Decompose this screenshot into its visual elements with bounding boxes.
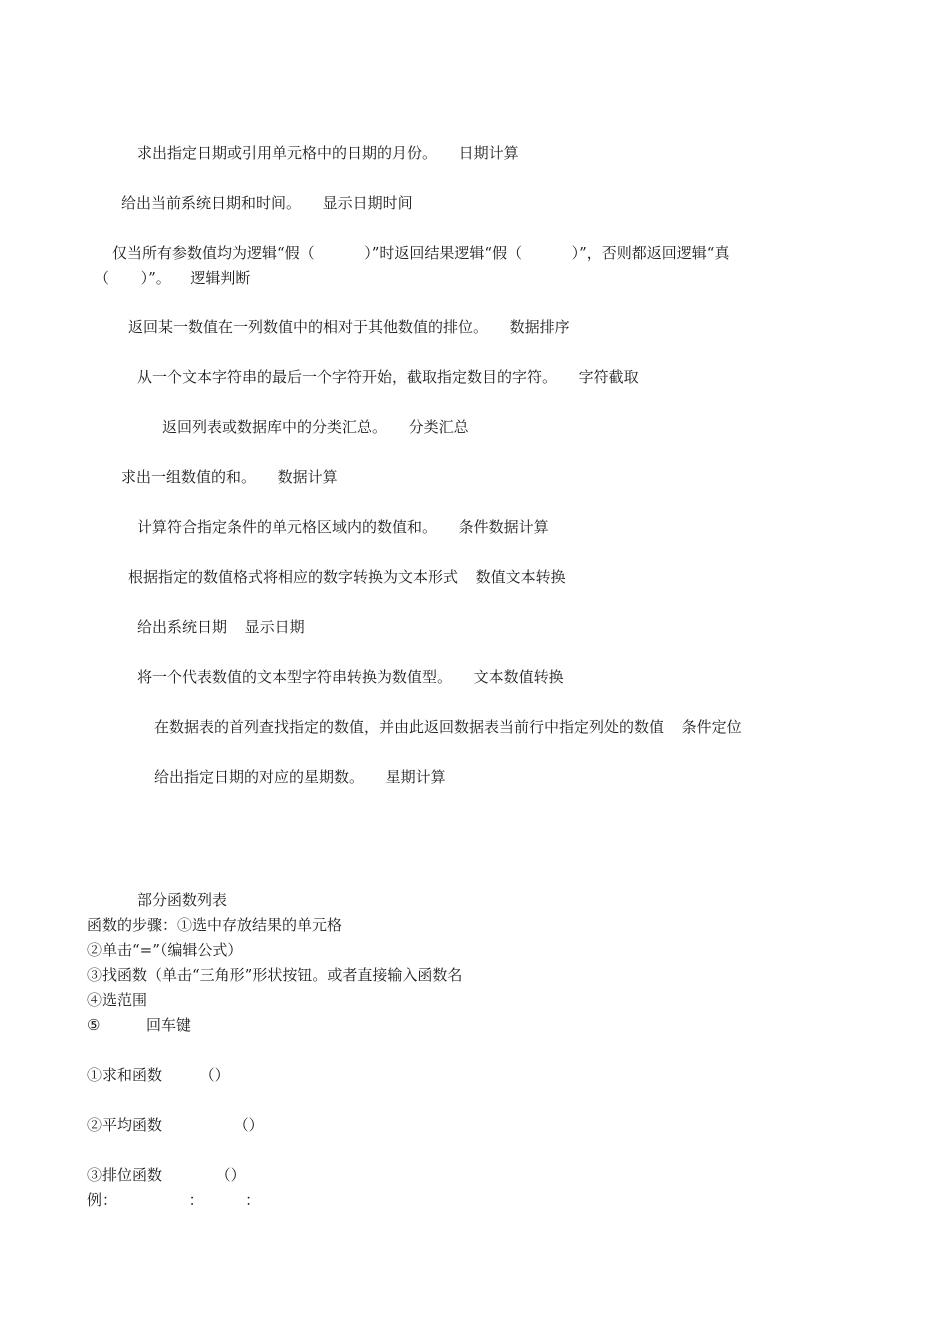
desc-text: 在数据表的首列查找指定的数值，并由此返回数据表当前行中指定列处的数值 [154,718,665,736]
step-5-text: 回车键 [146,1016,192,1034]
desc-text: 将一个代表数值的文本型字符串转换为数值型。 [137,668,453,686]
desc-category: 星期计算 [385,768,446,786]
step-5 [87,1015,191,1035]
desc-row-and-line2 [94,268,250,288]
step-3: ③找函数（单击“三角形”形状按钮。或者直接输入函数名 [87,966,463,984]
desc-category: 文本数值转换 [473,668,564,686]
desc-category: 分类汇总 [408,418,469,436]
desc-category: 数值文本转换 [475,568,566,586]
desc-text: 计算符合指定条件的单元格区域内的数值和。 [137,518,438,536]
desc-category: 字符截取 [578,368,639,386]
desc-text: 从一个文本字符串的最后一个字符开始，截取指定数目的字符。 [137,368,558,386]
desc-text: 给出当前系统日期和时间。 [121,194,302,212]
desc-row-sumif [137,517,549,537]
example-colon: ： [245,1191,261,1209]
desc-row-right [137,367,639,387]
step-5-number: ⑤ [87,1016,101,1034]
desc-row-value [137,667,564,687]
desc-text: 仅当所有参数值均为逻辑“假（ [112,244,315,262]
steps-intro: 函数的步骤：①选中存放结果的单元格 [87,916,343,934]
step-4: ④选范围 [87,991,148,1009]
desc-category: 日期计算 [458,144,519,162]
desc-text: 返回列表或数据库中的分类汇总。 [162,418,388,436]
desc-row-today [137,617,305,637]
function-paren: （） [233,1116,264,1134]
desc-category: 条件数据计算 [458,518,549,536]
example-colon: ： [188,1191,204,1209]
function-average [87,1115,264,1135]
function-paren: （） [199,1066,230,1084]
desc-text: 求出一组数值的和。 [121,468,257,486]
desc-row-sum [121,467,338,487]
desc-text: 求出指定日期或引用单元格中的日期的月份。 [137,144,438,162]
desc-row-subtotal [162,417,469,437]
function-sum [87,1065,230,1085]
function-label: ③排位函数 [87,1166,163,1184]
desc-category: 显示日期时间 [322,194,413,212]
desc-text: ）”时返回结果逻辑“假（ [364,244,523,262]
section-title: 部分函数列表 [137,891,228,909]
desc-row-now [121,193,413,213]
desc-text: 根据指定的数值格式将相应的数字转换为文本形式 [128,568,459,586]
desc-category: 数据排序 [509,318,570,336]
desc-text: 给出指定日期的对应的星期数。 [154,768,365,786]
desc-row-and-line1 [112,243,729,263]
example-label: 例： [87,1191,118,1209]
desc-text: 给出系统日期 [137,618,228,636]
desc-row-vlookup [154,717,742,737]
desc-category: 逻辑判断 [190,269,251,287]
desc-category: 条件定位 [681,718,742,736]
example-line [87,1190,260,1210]
desc-row-month [137,143,519,163]
function-paren: （） [215,1166,246,1184]
desc-text: ）”，否则都返回逻辑“真 [571,244,730,262]
desc-row-weekday [154,767,446,787]
desc-row-rank [128,317,570,337]
function-rank [87,1165,246,1185]
step-2: ②单击“=”（编辑公式） [87,941,243,959]
desc-category: 显示日期 [244,618,305,636]
desc-text: （ [94,269,110,287]
function-label: ②平均函数 [87,1116,163,1134]
desc-category: 数据计算 [277,468,338,486]
desc-text: 返回某一数值在一列数值中的相对于其他数值的排位。 [128,318,489,336]
desc-text: ）”。 [140,269,171,287]
function-label: ①求和函数 [87,1066,163,1084]
desc-row-text [128,567,566,587]
